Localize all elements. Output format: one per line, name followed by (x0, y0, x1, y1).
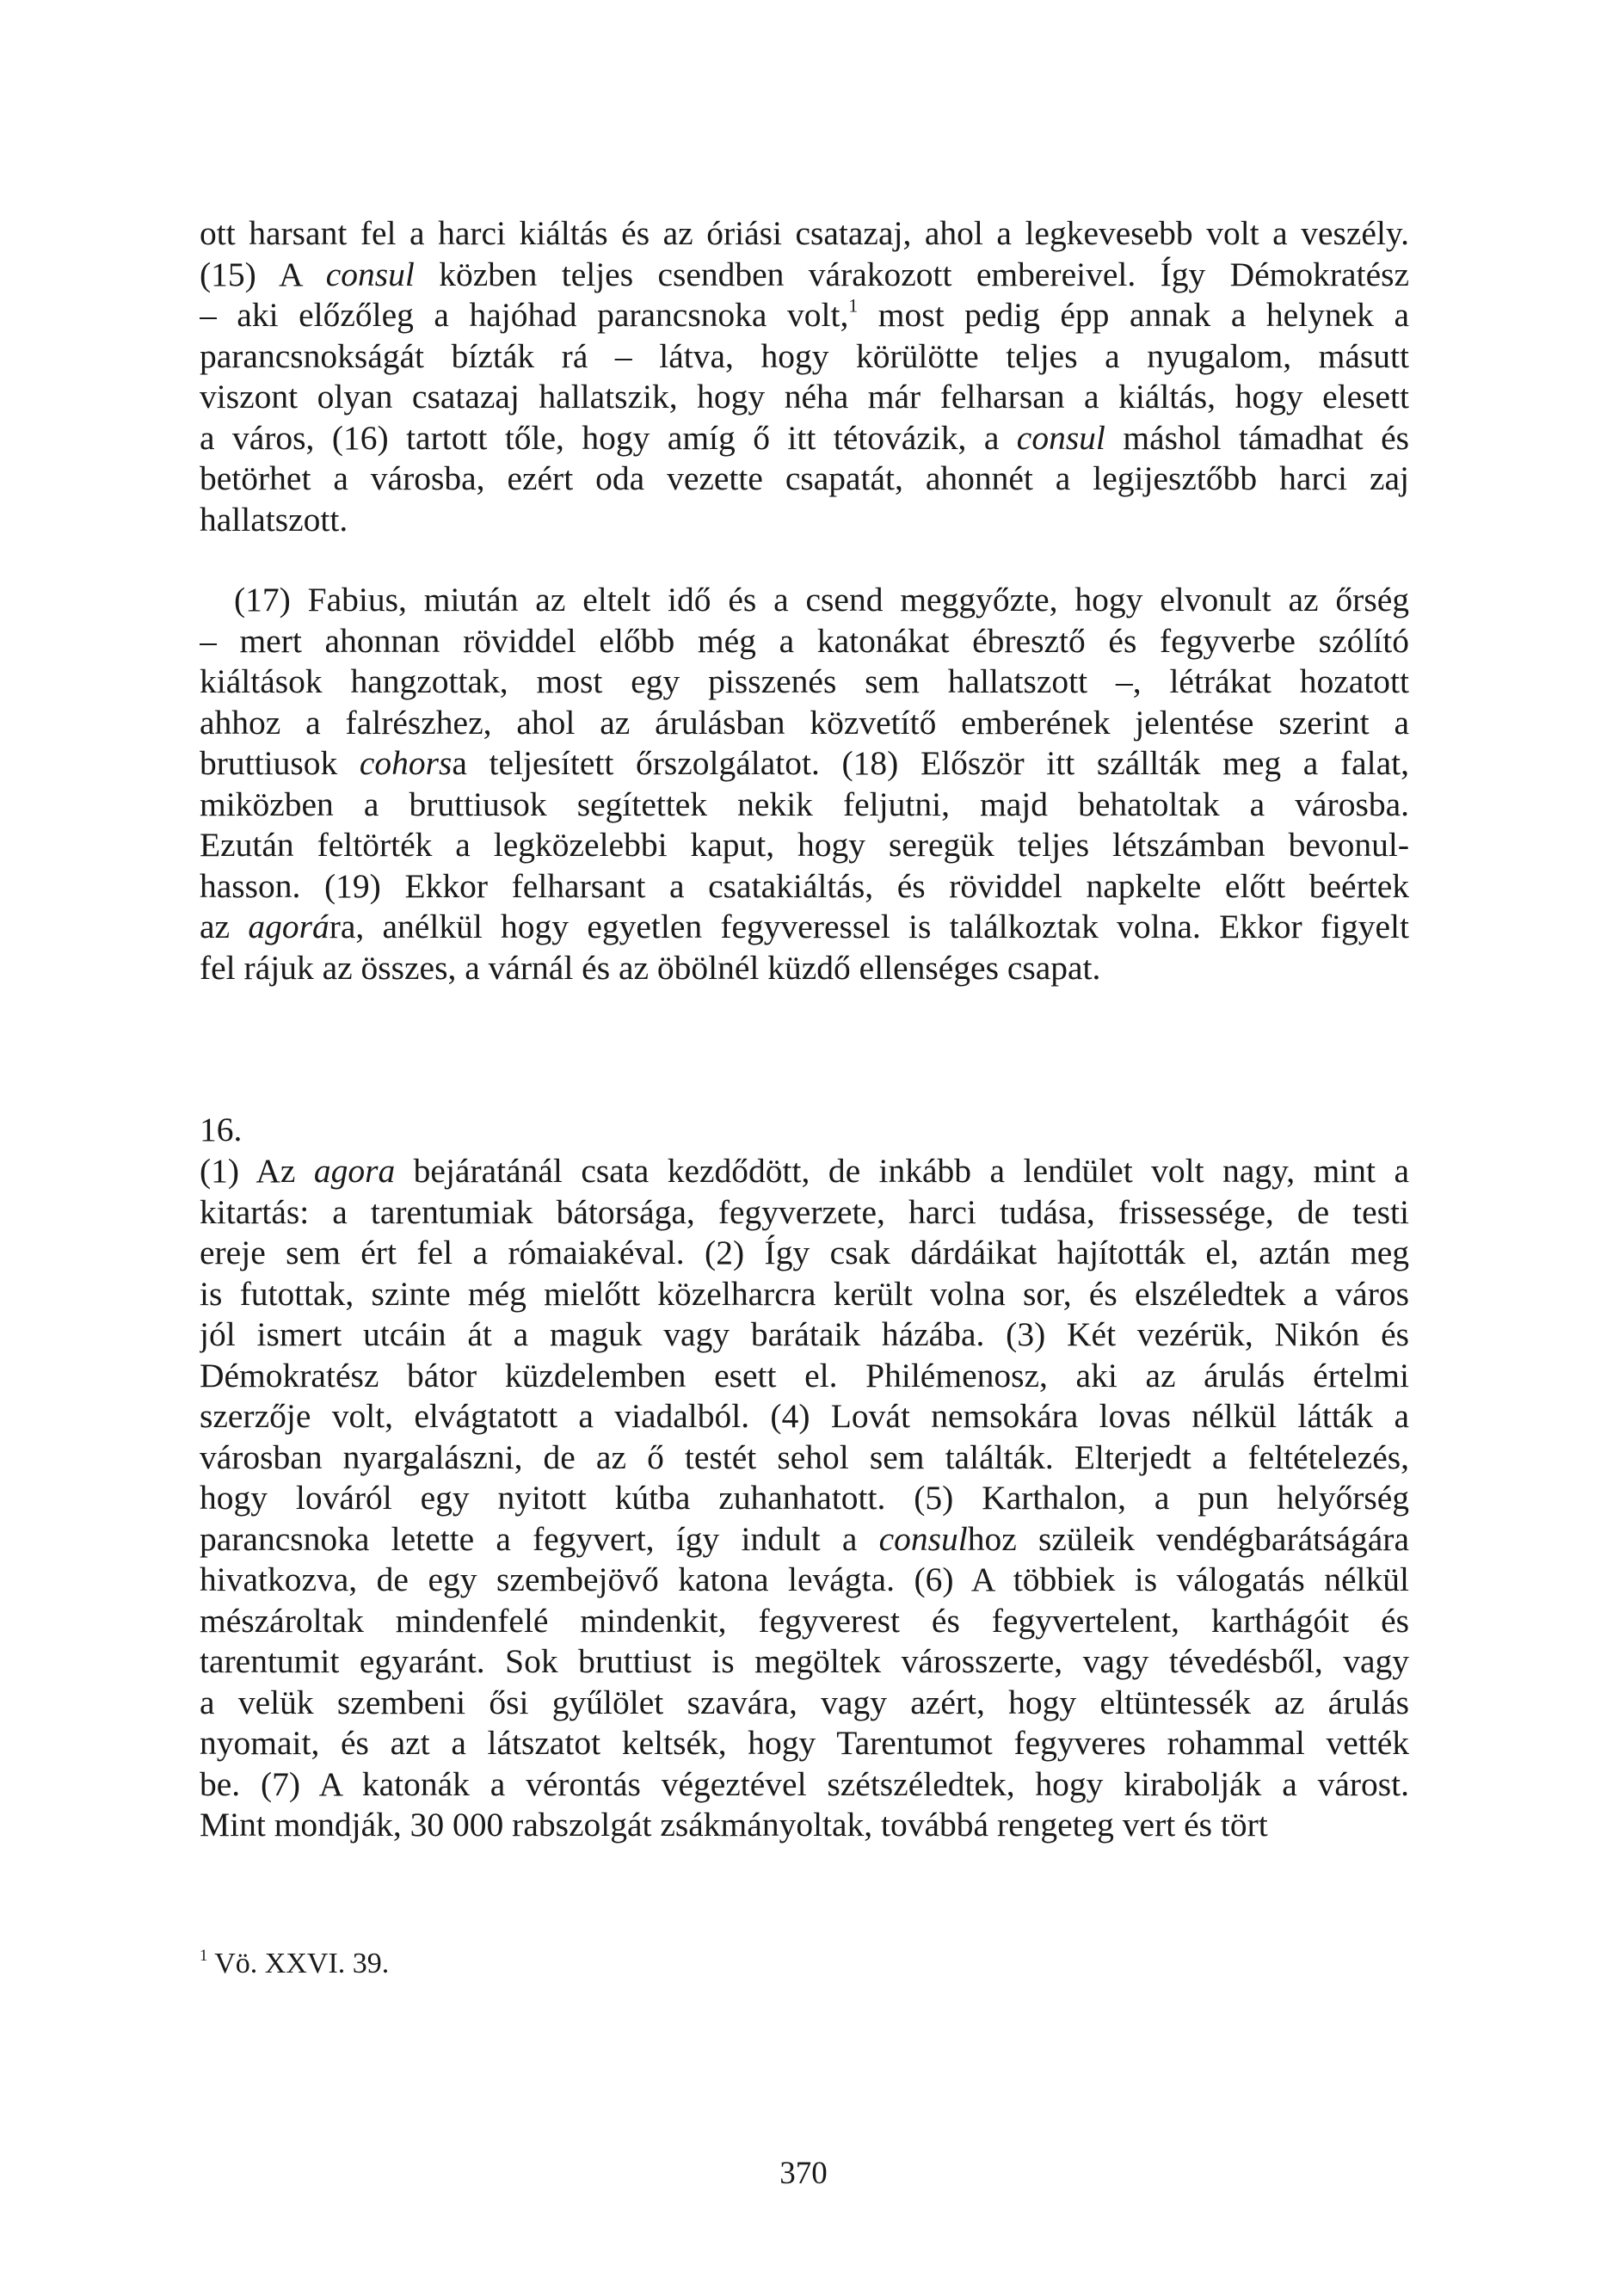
text-run: ott harsant fel a harci kiáltás és az óriási csatazaj, ahol a legkevesebb volt a veszély. (200, 214, 1409, 252)
text-line (200, 500, 1409, 541)
text-run: parancsnoka letette a fegyvert, így indult a (200, 1519, 879, 1558)
text-run: hivatkozva, de egy szembejövő katona levágta. (6) A többiek is válogatás nélkül (200, 1560, 1409, 1598)
italic-term: consul (878, 1519, 968, 1558)
text-line (200, 1683, 1409, 1724)
text-line (200, 580, 1409, 621)
text-run: hogy lováról egy nyitott kútba zuhanhatott. (5) Karthalon, a pun helyőrség (200, 1479, 1409, 1517)
italic-term: consul (1016, 418, 1105, 457)
text-run: a teljesített őrszolgálatot. (18) Először itt szállták meg a falat, (452, 744, 1409, 782)
text-line (200, 1641, 1409, 1683)
text-line (200, 1356, 1409, 1397)
text-run: (17) Fabius, miután az eltelt idő és a csend meggyőzte, hogy elvonult az őrség (234, 581, 1409, 619)
text-run: most pedig épp annak a helynek a (858, 296, 1409, 334)
italic-term: consul (325, 255, 415, 293)
text-line (200, 825, 1409, 866)
italic-term: agorá (248, 908, 329, 945)
text-run: ahhoz a falrészhez, ahol az árulásban közvetítő emberének jelentése szerint a (200, 703, 1409, 742)
footnote-reference: 1 (848, 295, 859, 317)
text-run: mészároltak mindenfelé mindenkit, fegyverest és fegyvertelent, karthágóit és (200, 1601, 1409, 1640)
text-line (200, 1396, 1409, 1437)
text-line (200, 866, 1409, 908)
text-line (200, 703, 1409, 744)
footnote-marker: 1 (200, 1946, 208, 1965)
footnote (200, 1947, 389, 1981)
text-line (200, 1723, 1409, 1764)
paragraph-3 (200, 1151, 1409, 1846)
paragraph-1 (200, 213, 1409, 540)
text-run: parancsnokságát bízták rá – látva, hogy körülötte teljes a nyugalom, másutt (200, 336, 1409, 375)
text-run: jól ismert utcáin át a maguk vagy barátaik házába. (3) Két vezérük, Nikón és (200, 1315, 1409, 1353)
text-run: miközben a bruttiusok segítettek nekik feljutni, majd behatoltak a városba. (200, 785, 1409, 823)
text-line (200, 1151, 1409, 1192)
footnote-text: Vö. XXVI. 39. (207, 1948, 390, 1979)
text-line (200, 1560, 1409, 1601)
text-run: (15) A (200, 255, 326, 293)
text-line (200, 255, 1409, 296)
text-run: (1) Az (200, 1152, 314, 1190)
paragraph-2 (200, 580, 1409, 988)
text-line (200, 662, 1409, 703)
text-run: az (200, 908, 249, 945)
text-line (200, 1437, 1409, 1479)
section-number: 16. (200, 1111, 243, 1148)
text-run: betörhet a városba, ezért oda vezette csapatát, ahonnét a legijesztőbb harci zaj (200, 459, 1409, 497)
text-run: ra, anélkül hogy egyetlen fegyveressel is találkoztak volna. Ekkor figyelt (329, 908, 1409, 945)
text-run: – mert ahonnan röviddel előbb még a katonákat ébresztő és fegyverbe szólító (200, 621, 1409, 660)
text-line (200, 1601, 1409, 1642)
text-run: a város, (16) tartott tőle, hogy amíg ő itt tétovázik, a (200, 418, 1017, 457)
page-number: 370 (779, 2156, 828, 2191)
text-line (200, 213, 1409, 255)
text-line (200, 295, 1409, 336)
text-run: nyomait, és azt a látszatot keltsék, hogy Tarentumot fegyveres rohammal vették (200, 1724, 1409, 1762)
text-run: bejáratánál csata kezdődött, de inkább a lendület volt nagy, mint a (395, 1152, 1409, 1190)
text-line (200, 621, 1409, 662)
text-run: kiáltások hangzottak, most egy pisszenés sem hallatszott –, létrákat hozatott (200, 662, 1409, 700)
text-line (200, 377, 1409, 418)
italic-term: cohors (359, 744, 453, 782)
text-run: Mint mondják, 30 000 rabszolgát zsákmányoltak, továbbá rengeteg vert és tört (200, 1806, 1268, 1844)
text-line (200, 459, 1409, 500)
text-run: is futottak, szinte még mielőtt közelharcra került volna sor, és elszéledtek a város (200, 1274, 1409, 1313)
text-line (200, 907, 1409, 948)
text-line (200, 1274, 1409, 1315)
text-run: be. (7) A katonák a vérontás végeztével szétszéledtek, hogy kirabolják a várost. (200, 1764, 1409, 1803)
text-line (200, 948, 1409, 989)
text-run: tarentumit egyaránt. Sok bruttiust is megöltek városszerte, vagy tévedésből, vagy (200, 1642, 1409, 1680)
text-run: – aki előzőleg a hajóhad parancsnoka volt, (200, 296, 849, 334)
text-line (200, 1764, 1409, 1806)
text-line (200, 1519, 1409, 1560)
text-run: Ezután feltörték a legközelebbi kaput, hogy seregük teljes létszámban bevonul- (200, 826, 1409, 864)
text-run: városban nyargalászni, de az ő testét sehol sem találták. Elterjedt a feltételezés, (200, 1437, 1409, 1476)
text-line (200, 743, 1409, 785)
text-line (200, 336, 1409, 378)
text-run: ereje sem ért fel a rómaiakéval. (2) Így csak dárdáikat hajították el, aztán meg (200, 1234, 1409, 1271)
text-line (200, 1805, 1409, 1846)
text-run: szerzője volt, elvágtatott a viadalból. (4) Lovát nemsokára lovas nélkül látták a (200, 1397, 1409, 1435)
text-run: hallatszott. (200, 500, 348, 539)
text-run: közben teljes csendben várakozott embereivel. Így Démokratész (414, 255, 1409, 293)
text-line (200, 418, 1409, 459)
text-line (200, 785, 1409, 826)
text-run: hasson. (19) Ekkor felharsant a csatakiáltás, és röviddel napkelte előtt beértek (200, 866, 1409, 905)
text-line (200, 1314, 1409, 1356)
text-run: hoz szüleik vendégbarátságára (967, 1519, 1409, 1558)
text-line (200, 1478, 1409, 1519)
text-run: bruttiusok (200, 744, 360, 782)
text-run: kitartás: a tarentumiak bátorsága, fegyverzete, harci tudása, frissessége, de testi (200, 1192, 1409, 1231)
italic-term: agora (313, 1152, 396, 1190)
text-run: fel rájuk az összes, a várnál és az öbölnél küzdő ellenséges csapat. (200, 948, 1101, 987)
text-run: máshol támadhat és (1105, 418, 1409, 457)
text-line (200, 1192, 1409, 1234)
text-run: Démokratész bátor küzdelemben esett el. Philémenosz, aki az árulás értelmi (200, 1356, 1409, 1394)
text-run: viszont olyan csatazaj hallatszik, hogy néha már felharsan a kiáltás, hogy elesett (200, 378, 1409, 415)
text-line (200, 1233, 1409, 1274)
text-run: a velük szembeni ősi gyűlölet szavára, vagy azért, hogy eltüntessék az árulás (200, 1683, 1409, 1721)
